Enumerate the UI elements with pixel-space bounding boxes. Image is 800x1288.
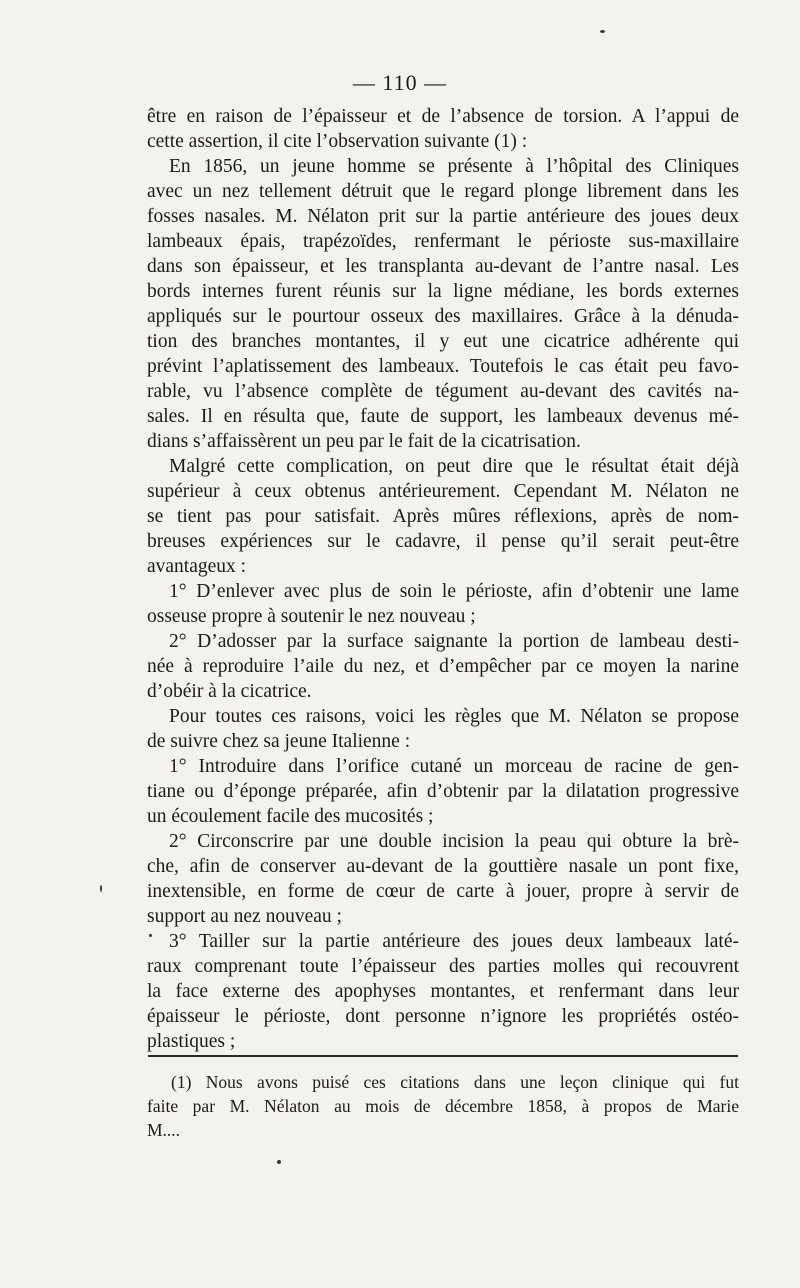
text-line: cette assertion, il cite l’observation suivante (1) : — [147, 131, 528, 152]
text-line: 1° D’enlever avec plus de soin le périoste, afin d’obtenir une lame — [169, 581, 739, 602]
footnote — [147, 1070, 739, 1142]
ink-speck — [100, 885, 102, 892]
text-line: inextensible, en forme de cœur de carte à jouer, propre à servir de — [147, 881, 739, 902]
text-line: née à reproduire l’aile du nez, et d’empêcher par ce moyen la narine — [147, 656, 739, 677]
text-line: la face externe des apophyses montantes, et renfermant dans leur — [147, 981, 739, 1002]
text-line: dians s’affaissèrent un peu par le fait de la cicatrisation. — [147, 431, 581, 452]
text-line: lambeaux épais, trapézoïdes, renfermant le périoste sus-maxillaire — [147, 231, 739, 252]
text-line: breuses expériences sur le cadavre, il pense qu’il serait peut-être — [147, 531, 739, 552]
text-line: tion des branches montantes, il y eut une cicatrice adhérente qui — [147, 331, 739, 352]
text-line: prévint l’aplatissement des lambeaux. Toutefois le cas était peu favo- — [147, 356, 739, 377]
text-line: appliqués sur le pourtour osseux des maxillaires. Grâce à la dénuda- — [147, 306, 739, 327]
text-line: un écoulement facile des mucosités ; — [147, 806, 434, 827]
text-line: Pour toutes ces raisons, voici les règles que M. Nélaton se propose — [169, 706, 739, 727]
text-line: être en raison de l’épaisseur et de l’absence de torsion. A l’appui de — [147, 106, 739, 127]
text-line: épaisseur le périoste, dont personne n’ignore les propriétés ostéo- — [147, 1006, 739, 1027]
footnote-line: faite par M. Nélaton au mois de décembre 1858, à propos de Marie — [147, 1096, 739, 1116]
page-number: — 110 — — [352, 70, 448, 95]
text-line: bords internes furent réunis sur la ligne médiane, les bords externes — [147, 281, 739, 302]
text-line: che, afin de conserver au-devant de la gouttière nasale un pont fixe, — [147, 856, 739, 877]
text-line: 2° Circonscrire par une double incision la peau qui obture la brè- — [169, 831, 739, 852]
text-line: avantageux : — [147, 556, 247, 577]
body-text — [147, 104, 739, 1054]
text-line: support au nez nouveau ; — [147, 906, 342, 927]
ink-speck — [600, 30, 605, 33]
text-line: En 1856, un jeune homme se présente à l’hôpital des Cliniques — [169, 156, 739, 177]
footnote-line: (1) Nous avons puisé ces citations dans une leçon clinique qui fut — [171, 1072, 739, 1092]
text-line: tiane ou d’éponge préparée, afin d’obtenir par la dilatation progressive — [147, 781, 739, 802]
footnote-line: M.... — [147, 1120, 181, 1140]
text-line: 3° Tailler sur la partie antérieure des joues deux lambeaux laté- — [169, 931, 739, 952]
text-line: avec un nez tellement détruit que le regard plonge librement dans les — [147, 181, 739, 202]
text-line: fosses nasales. M. Nélaton prit sur la partie antérieure des joues deux — [147, 206, 739, 227]
text-line: sales. Il en résulta que, faute de support, les lambeaux devenus mé- — [147, 406, 739, 427]
text-line: Malgré cette complication, on peut dire que le résultat était déjà — [169, 456, 739, 477]
text-line: dans son épaisseur, et les transplanta au-devant de l’antre nasal. Les — [147, 256, 739, 277]
ink-speck — [277, 1160, 281, 1164]
text-line: se tient pas pour satisfait. Après mûres réflexions, après de nom- — [147, 506, 739, 527]
text-line: 1° Introduire dans l’orifice cutané un morceau de racine de gen- — [169, 756, 739, 777]
text-line: raux comprenant toute l’épaisseur des parties molles qui recouvrent — [147, 956, 739, 977]
ink-speck — [149, 934, 152, 937]
text-line: osseuse propre à soutenir le nez nouveau ; — [147, 606, 476, 627]
text-line: d’obéir à la cicatrice. — [147, 681, 312, 702]
footnote-divider — [148, 1055, 738, 1057]
text-line: supérieur à ceux obtenus antérieurement. Cependant M. Nélaton ne — [147, 481, 739, 502]
text-line: 2° D’adosser par la surface saignante la portion de lambeau desti- — [169, 631, 739, 652]
text-line: plastiques ; — [147, 1031, 236, 1052]
text-line: rable, vu l’absence complète de tégument au-devant des cavités na- — [147, 381, 739, 402]
text-line: de suivre chez sa jeune Italienne : — [147, 731, 411, 752]
